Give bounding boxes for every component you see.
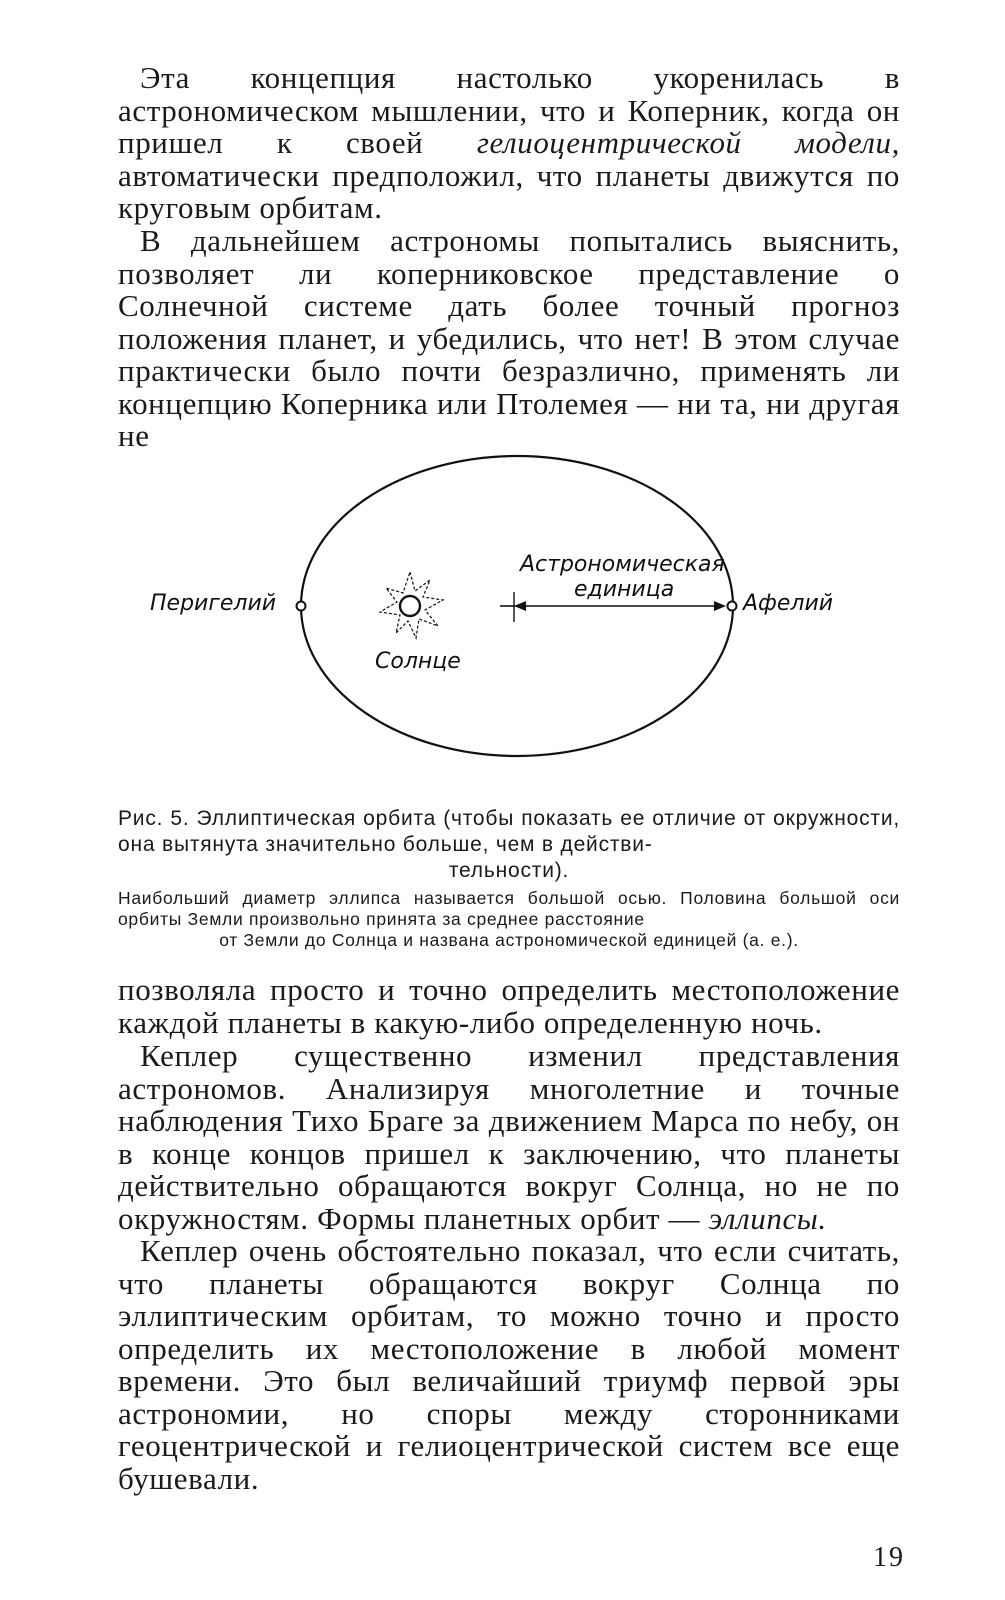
paragraph-1-text-end: автоматически предположил, что планеты движутся по круговым орбитам. — [118, 157, 900, 225]
sun-icon — [380, 572, 443, 638]
paragraph-3 — [118, 974, 900, 1039]
figure-caption-line-1: Рис. 5. Эллиптическая орбита (чтобы показать ее отличие от окружности, она вытянута значительно больше, чем в действи- — [118, 807, 900, 856]
elliptical-orbit-figure — [118, 450, 900, 790]
paragraph-2 — [118, 225, 900, 453]
paragraph-4 — [118, 1040, 900, 1235]
paragraph-4-text: Кеплер существенно изменил представления астрономов. Анализируя многолетние и точные наблюдения Тихо Браге за движением Марса по небу, он в конце концов пришел к заключению, что планеты действительно обращаются вокруг Солнца, но не по окружностям. Формы планетных орбит — — [118, 1038, 900, 1236]
page-number: 19 — [873, 1542, 905, 1573]
orbit-diagram — [118, 450, 900, 790]
sun-label: Солнце — [375, 649, 461, 674]
paragraph-2-text: В дальнейшем астрономы попытались выяснить, позволяет ли коперниковское представление о Солнечной системе дать более точный прогноз положения планет, и убедились, что нет! В этом случае практически было почти безразлично, применять ли концепцию Коперника или Птолемея — ни та, ни другая не — [118, 223, 900, 453]
paragraph-3-text: позволяла просто и точно определить местоположение каждой планеты в какую-либо определенную ночь. — [118, 972, 900, 1040]
paragraph-1 — [118, 62, 900, 225]
figure-caption-note-line-2: от Земли до Солнца и названа астрономической единицей (а. е.). — [219, 930, 799, 950]
figure-caption-note-line-1: Наибольший диаметр эллипса называется большой осью. Половина большой оси орбиты Земли произвольно принята за среднее расстояние — [118, 888, 900, 929]
aphelion-point — [728, 602, 737, 611]
figure-caption — [118, 806, 900, 884]
figure-caption-note — [118, 888, 900, 951]
aphelion-label: Афелий — [743, 591, 834, 616]
perihelion-point — [297, 602, 306, 611]
paragraph-5 — [118, 1235, 900, 1495]
perihelion-label: Перигелий — [150, 591, 277, 616]
au-label-line-2: единица — [574, 577, 675, 602]
paragraph-4-italic-term: эллипсы. — [708, 1200, 827, 1236]
figure-caption-line-2: тельности). — [448, 859, 570, 882]
paragraph-5-text: Кеплер очень обстоятельно показал, что если считать, что планеты обращаются вокруг Солнца по эллиптическим орбитам, то можно точно и просто определить их местоположение в любой момент времени. Это был величайший триумф первой эры астрономии, но споры между сторонниками геоцентрической и гелиоцентрической систем все еще бушевали. — [118, 1233, 900, 1496]
paragraph-1-text: Эта концепция настолько укоренилась в астрономическом мышлении, что и Коперник, когда он пришел к своей — [118, 60, 900, 160]
au-label-line-1: Астрономическая — [520, 552, 725, 577]
paragraph-1-italic-term: гелиоцентрической модели, — [476, 125, 900, 160]
